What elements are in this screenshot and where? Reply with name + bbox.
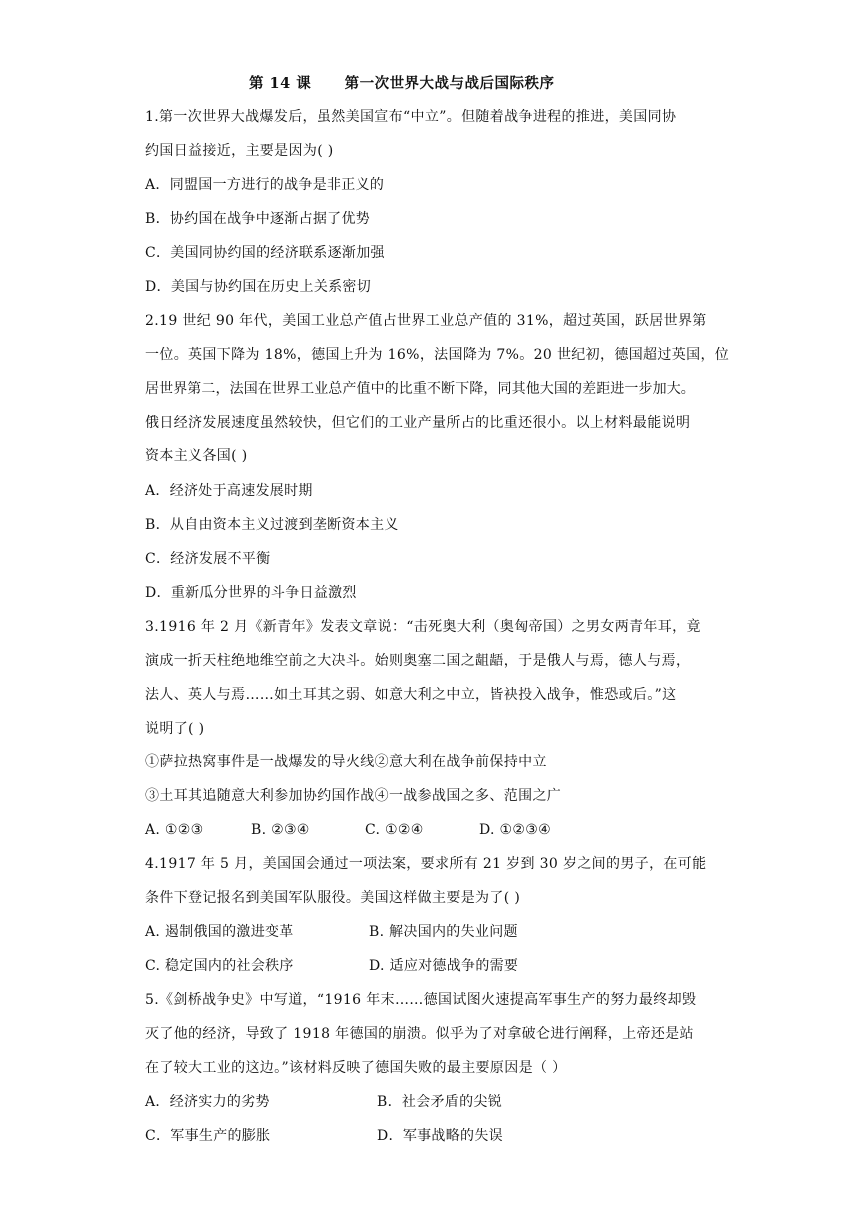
question-3-statement-1: ①萨拉热窝事件是一战爆发的导火线②意大利在战争前保持中立: [145, 754, 547, 770]
question-2-line-3: 居世界第二，法国在世界工业总产值中的比重不断下降，同其他大国的差距进一步加大。: [145, 381, 695, 397]
question-4-option-b: B. 解决国内的失业问题: [369, 924, 518, 940]
question-2-option-c: C．经济发展不平衡: [145, 551, 271, 567]
question-3-statement-2: ③土耳其追随意大利参加协约国作战④一战参战国之多、范围之广: [145, 788, 562, 804]
question-5-line-3: 在了较大工业的这边。”该材料反映了德国失败的最主要原因是（ ）: [145, 1060, 567, 1076]
question-5-option-d: D．军事战略的失误: [377, 1128, 503, 1144]
question-4-line-1: 4.1917 年 5 月，美国国会通过一项法案，要求所有 21 岁到 30 岁之间的男子，在可能: [145, 856, 707, 872]
question-3-line-4: 说明了( ): [145, 721, 205, 737]
question-3-option-a: A. ①②③: [145, 822, 204, 838]
question-3-line-3: 法人、英人与焉……如土耳其之弱、如意大利之中立，皆袂投入战争，惟恐或后。”这: [145, 687, 677, 703]
question-5-line-1: 5.《剑桥战争史》中写道，“1916 年末……德国试图火速提高军事生产的努力最终却毁: [145, 992, 697, 1008]
question-5-line-2: 灭了他的经济，导致了 1918 年德国的崩溃。似乎为了对拿破仑进行阐释，上帝还是站: [145, 1026, 694, 1042]
question-5-option-c: C．军事生产的膨胀: [145, 1128, 271, 1144]
question-3-line-1: 3.1916 年 2 月《新青年》发表文章说：“击死奥大利（奥匈帝国）之男女两青年耳，竟: [145, 619, 701, 635]
question-4-option-c: C. 稳定国内的社会秩序: [145, 958, 294, 974]
question-2-option-d: D．重新瓜分世界的斗争日益激烈: [145, 585, 357, 601]
question-1-line-2: 约国日益接近，主要是因为( ): [145, 143, 334, 159]
question-3-option-c: C. ①②④: [365, 822, 424, 838]
question-5-option-b: B．社会矛盾的尖锐: [377, 1094, 502, 1110]
question-3-line-2: 演成一折天柱绝地维空前之大决斗。始则奥塞二国之龃龉，于是俄人与焉，德人与焉，: [145, 653, 691, 669]
question-1-line-1: 1.第一次世界大战爆发后，虽然美国宣布“中立”。但随着战争进程的推进，美国同协: [145, 109, 677, 125]
question-2-line-1: 2.19 世纪 90 年代，美国工业总产值占世界工业总产值的 31%，超过英国，跃居世界第: [145, 313, 707, 329]
question-3-option-d: D. ①②③④: [479, 822, 551, 838]
question-2-line-2: 一位。英国下降为 18%，德国上升为 16%，法国降为 7%。20 世纪初，德国超过英国，位: [145, 347, 730, 363]
question-2-option-a: A．经济处于高速发展时期: [145, 483, 313, 499]
question-5-option-a: A．经济实力的劣势: [145, 1094, 270, 1110]
question-4-option-a: A. 遏制俄国的激进变革: [145, 924, 294, 940]
question-1-option-a: A．同盟国一方进行的战争是非正义的: [145, 177, 385, 193]
question-1-option-c: C．美国同协约国的经济联系逐渐加强: [145, 245, 385, 261]
question-2-line-4: 俄日经济发展速度虽然较快，但它们的工业产量所占的比重还很小。以上材料最能说明: [145, 415, 691, 431]
question-4-line-2: 条件下登记报名到美国军队服役。美国这样做主要是为了( ): [145, 890, 521, 906]
question-1-option-b: B．协约国在战争中逐渐占据了优势: [145, 211, 371, 227]
question-2-option-b: B．从自由资本主义过渡到垄断资本主义: [145, 517, 399, 533]
lesson-title: 第 14 课 第一次世界大战与战后国际秩序: [249, 75, 555, 92]
question-2-line-5: 资本主义各国( ): [145, 448, 248, 464]
question-1-option-d: D．美国与协约国在历史上关系密切: [145, 279, 372, 295]
question-3-option-b: B. ②③④: [251, 822, 310, 838]
question-4-option-d: D. 适应对德战争的需要: [369, 958, 519, 974]
